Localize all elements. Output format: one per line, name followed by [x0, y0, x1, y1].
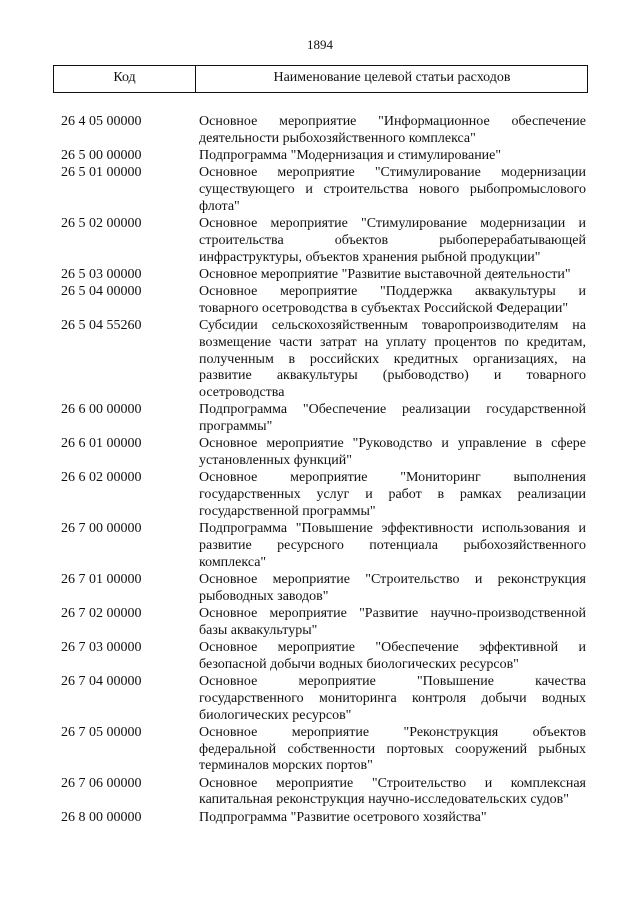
row-description [199, 165, 586, 215]
description-line: Подпрограмма "Модернизация и стимулирование" [199, 148, 502, 163]
description-line: Основное мероприятие "Руководство и управление в сфере [199, 436, 586, 452]
description-line: возмещение части затрат на уплату процентов по кредитам, [199, 334, 586, 350]
description-line: установленных функций" [199, 453, 352, 469]
description-line: безопасной добычи водных биологических ресурсов" [199, 656, 519, 672]
description-line: капитальная реконструкция научно-исследовательских судов" [199, 792, 569, 808]
description-line: Субсидии сельскохозяйственным товаропроизводителям на [199, 318, 586, 333]
row-description [199, 148, 586, 165]
description-line: Основное мероприятие "Реконструкция объектов [199, 724, 586, 740]
page-number: 1894 [307, 37, 333, 52]
description-line: государственных услуг и работ в рамках реализации [199, 487, 586, 503]
row-description [199, 606, 586, 640]
description-line: развитие ресурсного потенциала рыбохозяйственного [199, 537, 586, 553]
description-line: Основное мероприятие "Стимулирование модернизации [199, 165, 586, 181]
row-description [199, 674, 586, 724]
row-description [199, 521, 586, 571]
description-line: Подпрограмма "Повышение эффективности использования и [199, 521, 586, 537]
header-code-label: Код [113, 70, 136, 85]
row-code: 26 5 01 00000 [61, 165, 142, 181]
description-line: деятельности рыбохозяйственного комплекса" [199, 130, 476, 146]
description-line: Подпрограмма "Развитие осетрового хозяйства" [199, 809, 487, 825]
description-line: строительства объектов рыбоперерабатывающей [199, 232, 586, 248]
description-line: Основное мероприятие "Развитие выставочной деятельности" [199, 266, 571, 282]
description-line: флота" [199, 198, 240, 214]
row-code: 26 6 02 00000 [61, 470, 142, 486]
description-line: Основное мероприятие "Мониторинг выполнения [199, 470, 586, 486]
description-line: Основное мероприятие "Стимулирование модернизации и [199, 216, 586, 231]
description-line: Основное мероприятие "Информационное обеспечение [199, 114, 586, 129]
description-line: биологических ресурсов" [199, 707, 352, 723]
description-line: Основное мероприятие "Поддержка аквакультуры и [199, 284, 586, 299]
description-line: Основное мероприятие "Обеспечение эффективной и [199, 640, 586, 655]
row-code: 26 7 02 00000 [61, 606, 142, 621]
description-line: осетроводства [199, 385, 285, 401]
row-code: 26 5 04 00000 [61, 284, 142, 299]
description-line: Основное мероприятие "Строительство и комплексная [199, 775, 586, 791]
description-line: терминалов морских портов" [199, 758, 373, 774]
row-code: 26 7 00 00000 [61, 521, 142, 537]
description-line: Основное мероприятие "Повышение качества [199, 674, 586, 689]
description-line: программы" [199, 419, 273, 435]
row-code: 26 4 05 00000 [61, 114, 142, 129]
row-description [199, 216, 586, 266]
row-code: 26 7 03 00000 [61, 640, 142, 655]
row-description [199, 572, 586, 606]
description-line: рыбоводных заводов" [199, 588, 329, 604]
description-line: государственной программы" [199, 503, 376, 519]
row-description [199, 810, 586, 827]
description-line: базы аквакультуры" [199, 622, 318, 638]
row-description [199, 284, 586, 318]
row-description [199, 470, 586, 520]
description-line: федеральной собственности портовых сооружений рыбных [199, 741, 586, 757]
row-description [199, 114, 586, 148]
description-line: полученным в российских кредитных организациях, на [199, 351, 586, 367]
row-code: 26 8 00 00000 [61, 809, 142, 825]
header-name-label: Наименование целевой статьи расходов [273, 70, 511, 85]
row-code: 26 7 04 00000 [61, 674, 142, 689]
row-code: 26 7 01 00000 [61, 572, 142, 587]
row-description [199, 318, 586, 402]
row-code: 26 5 03 00000 [61, 266, 142, 282]
description-line: государственного мониторинга контроля добычи водных [199, 690, 586, 706]
description-line: Подпрограмма "Обеспечение реализации государственной [199, 402, 586, 418]
description-line: комплекса" [199, 554, 267, 570]
row-code: 26 7 05 00000 [61, 724, 142, 740]
row-code: 26 7 06 00000 [61, 775, 142, 791]
row-description [199, 725, 586, 775]
description-line: Основное мероприятие "Строительство и реконструкция [199, 572, 586, 587]
row-code: 26 5 04 55260 [61, 318, 142, 333]
row-description [199, 776, 586, 810]
row-code: 26 5 00 00000 [61, 148, 142, 163]
description-line: Основное мероприятие "Развитие научно-производственной [199, 606, 586, 621]
row-code: 26 6 00 00000 [61, 402, 142, 418]
row-code: 26 6 01 00000 [61, 436, 142, 452]
row-description [199, 267, 586, 284]
description-line: товарного осетроводства в субъектах Российской Федерации" [199, 300, 569, 316]
description-line: развитие аквакультуры (рыбоводство) и товарного [199, 368, 586, 384]
description-line: инфраструктуры, объектов хранения рыбной продукции" [199, 249, 541, 265]
row-code: 26 5 02 00000 [61, 216, 142, 231]
description-line: существующего и строительства нового рыбопромыслового [199, 181, 586, 197]
row-description [199, 402, 586, 436]
row-description [199, 640, 586, 674]
row-description [199, 436, 586, 470]
